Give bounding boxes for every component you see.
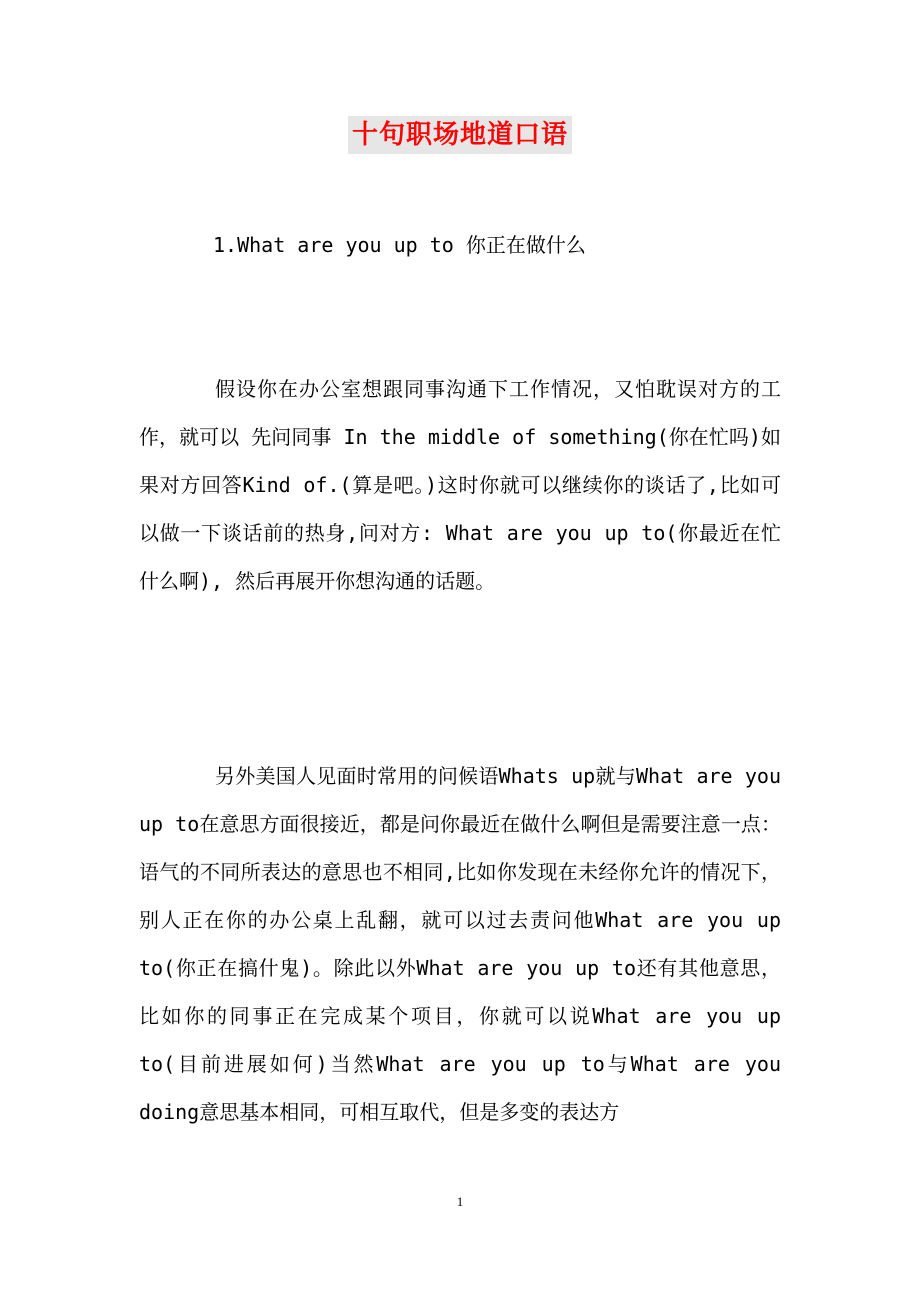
page-number: 1 <box>456 1194 464 1209</box>
body-paragraph-2: 另外美国人见面时常用的问候语Whats up就与What are you up to在意思方面很接近，都是问你最近在做什么啊但是需要注意一点：语气的不同所表达的意思也不相同,比如你发现在未经你允许的情况下，别人正在你的办公桌上乱翻，就可以过去责问他What are you up to(你正在搞什鬼)。除此以外What are you up to还有其他意思，比如你的同事正在完成某个项目，你就可以说What are you up to(目前进展如何)当然What are you up to与What are you doing意思基本相同，可相互取代，但是多变的表达方 <box>139 764 781 1124</box>
body-paragraph-1: 假设你在办公室想跟同事沟通下工作情况，又怕耽误对方的工作，就可以 先问同事 In the middle of something(你在忙吗)如果对方回答Kind of.(算是吧。)这时你就可以继续你的谈话了,比如可以做一下谈话前的热身,问对方: What are you up to(你最近在忙什么啊), 然后再展开你想沟通的话题。 <box>139 377 781 593</box>
title-container <box>0 116 920 154</box>
section-heading: 1.What are you up to 你正在做什么 <box>213 233 586 257</box>
document-title: 十句职场地道口语 <box>348 116 572 154</box>
